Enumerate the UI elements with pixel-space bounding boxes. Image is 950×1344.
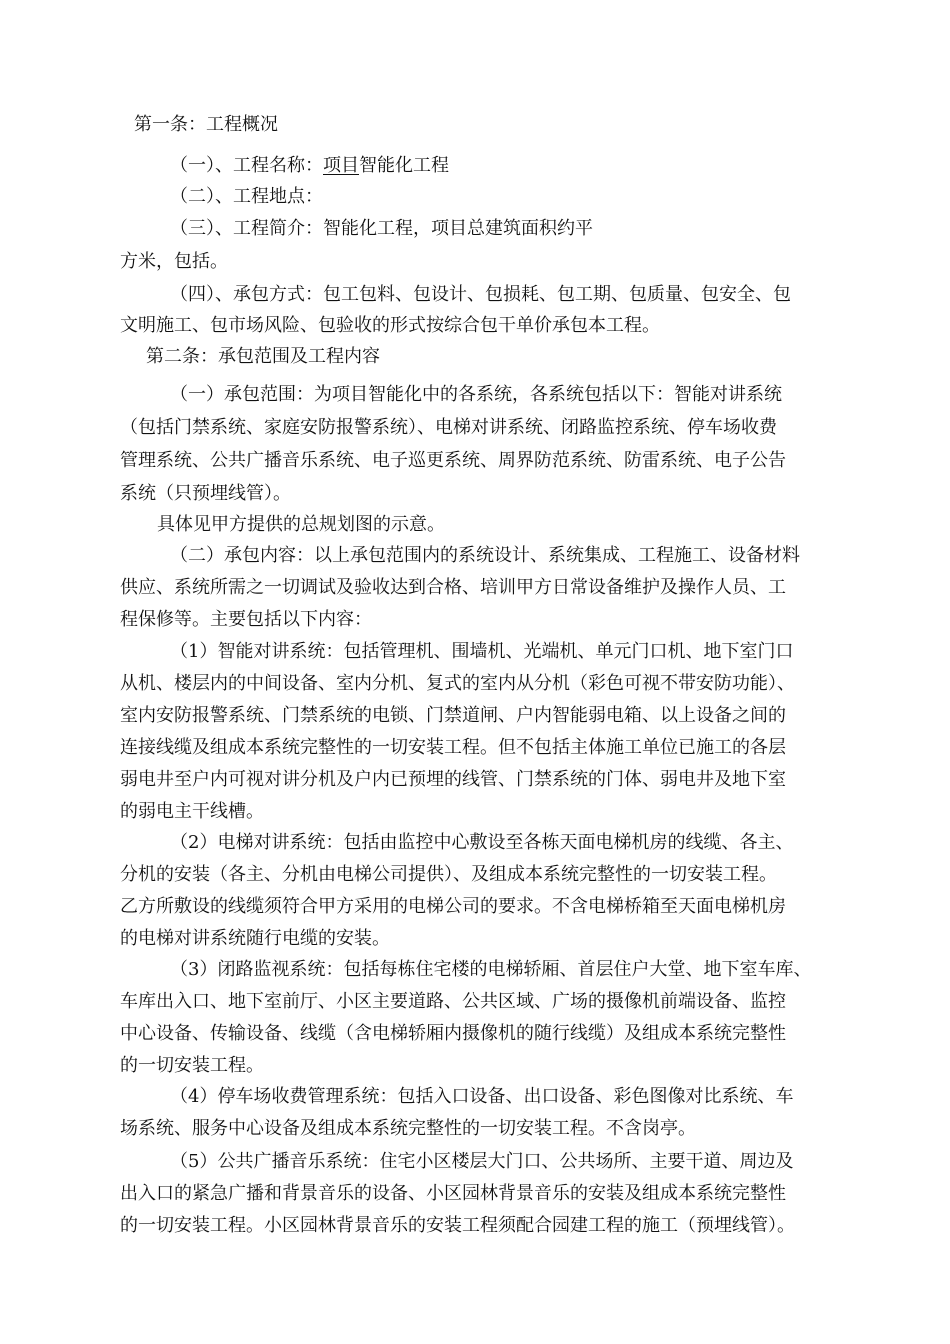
elevator-line-1: （2）电梯对讲系统：包括由监控中心敷设至各栋天面电梯机房的线缆、各主、 — [170, 832, 794, 853]
article2-heading: 第二条：承包范围及工程内容 — [146, 346, 380, 367]
project-name-label: （一）、工程名称： — [170, 155, 323, 176]
contract-method-line-1: （四）、承包方式：包工包料、包设计、包损耗、包工期、包质量、包安全、包 — [170, 284, 791, 305]
intercom-line-5: 弱电井至户内可视对讲分机及户内已预埋的线管、门禁系统的门体、弱电井及地下室 — [120, 769, 786, 790]
elevator-line-2: 分机的安装（各主、分机由电梯公司提供）、及组成本系统完整性的一切安装工程。 — [120, 864, 777, 885]
content-line-2: 供应、系统所需之一切调试及验收达到合格、培训甲方日常设备维护及操作人员、工 — [120, 577, 786, 598]
scope-line-4: 系统（只预埋线管）。 — [120, 483, 291, 504]
intercom-line-3: 室内安防报警系统、门禁系统的电锁、门禁道闸、户内智能弱电箱、以上设备之间的 — [120, 705, 786, 726]
scope-line-3: 管理系统、公共广播音乐系统、电子巡更系统、周界防范系统、防雷系统、电子公告 — [120, 450, 786, 471]
intercom-line-2: 从机、楼层内的中间设备、室内分机、复式的室内从分机（彩色可视不带安防功能）、 — [120, 673, 795, 694]
scope-line-2: （包括门禁系统、家庭安防报警系统）、电梯对讲系统、闭路监控系统、停车场收费 — [120, 417, 777, 438]
project-name-underlined: 项目 — [323, 155, 359, 176]
elevator-line-4: 的电梯对讲系统随行电缆的安装。 — [120, 928, 390, 949]
intercom-line-6: 的弱电主干线槽。 — [120, 801, 264, 822]
contract-method-line-2: 文明施工、包市场风险、包验收的形式按综合包干单价承包本工程。 — [120, 315, 660, 336]
broadcast-line-3: 的一切安装工程。小区园林背景音乐的安装工程须配合园建工程的施工（预埋线管）。 — [120, 1215, 795, 1236]
project-intro-line-1: （三）、工程简介：智能化工程，项目总建筑面积约平 — [170, 218, 593, 239]
cctv-line-4: 的一切安装工程。 — [120, 1055, 264, 1076]
broadcast-line-2: 出入口的紧急广播和背景音乐的设备、小区园林背景音乐的安装及组成本系统完整性 — [120, 1183, 786, 1204]
content-line-3: 程保修等。主要包括以下内容： — [120, 609, 372, 630]
broadcast-line-1: （5）公共广播音乐系统：住宅小区楼层大门口、公共场所、主要干道、周边及 — [170, 1151, 794, 1172]
intercom-line-1: （1）智能对讲系统：包括管理机、围墙机、光端机、单元门口机、地下室门口 — [170, 641, 794, 662]
cctv-line-2: 车库出入口、地下室前厅、小区主要道路、公共区域、广场的摄像机前端设备、监控 — [120, 991, 786, 1012]
scope-line-1: （一）承包范围：为项目智能化中的各系统，各系统包括以下：智能对讲系统 — [170, 384, 782, 405]
intercom-line-4: 连接线缆及组成本系统完整性的一切安装工程。但不包括主体施工单位已施工的各层 — [120, 737, 786, 758]
parking-line-1: （4）停车场收费管理系统：包括入口设备、出口设备、彩色图像对比系统、车 — [170, 1086, 794, 1107]
project-location-line: （二）、工程地点： — [170, 186, 323, 207]
project-intro-line-2: 方米，包括。 — [120, 251, 228, 272]
article1-heading: 第一条：工程概况 — [134, 114, 278, 135]
elevator-line-3: 乙方所敷设的线缆须符合甲方采用的电梯公司的要求。不含电梯桥箱至天面电梯机房 — [120, 896, 786, 917]
cctv-line-3: 中心设备、传输设备、线缆（含电梯轿厢内摄像机的随行线缆）及组成本系统完整性 — [120, 1023, 786, 1044]
parking-line-2: 场系统、服务中心设备及组成本系统完整性的一切安装工程。不含岗亭。 — [120, 1118, 696, 1139]
content-line-1: （二）承包内容：以上承包范围内的系统设计、系统集成、工程施工、设备材料 — [170, 545, 800, 566]
project-name-line — [170, 154, 449, 178]
scope-note: 具体见甲方提供的总规划图的示意。 — [157, 514, 445, 535]
project-name-suffix: 智能化工程 — [359, 155, 449, 176]
cctv-line-1: （3）闭路监视系统：包括每栋住宅楼的电梯轿厢、首层住户大堂、地下室车库、 — [170, 959, 812, 980]
